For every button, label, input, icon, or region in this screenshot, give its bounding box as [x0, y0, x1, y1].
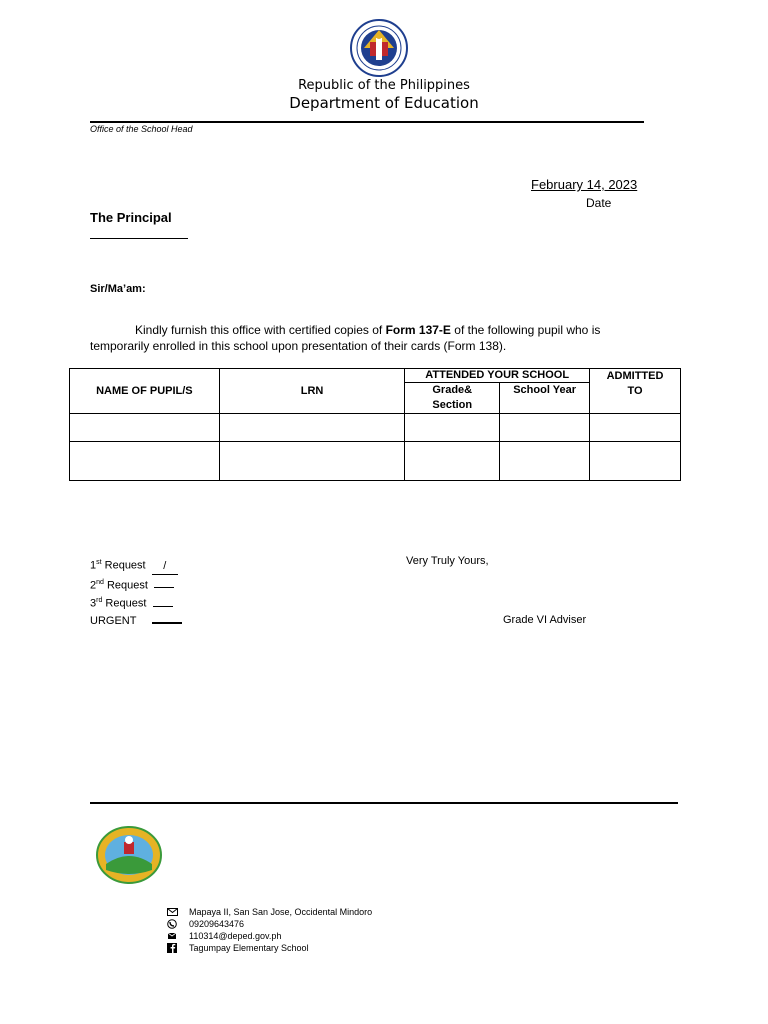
phone-icon [166, 919, 178, 930]
grade-line-1: Grade& [432, 384, 473, 396]
col-header-name: NAME OF PUPIL/S [70, 369, 220, 414]
admitted-line-2: TO [627, 385, 643, 397]
col-group-attended: ATTENDED YOUR SCHOOL [405, 369, 590, 383]
signatory-title: Grade VI Adviser [503, 614, 587, 626]
col-header-lrn: LRN [219, 369, 405, 414]
cell-lrn [219, 442, 405, 481]
request-3-blank [153, 596, 173, 607]
department-heading: Department of Education [289, 94, 479, 112]
cell-name [70, 414, 220, 442]
envelope-icon [166, 907, 178, 918]
cell-admitted [590, 442, 681, 481]
cell-school-year [500, 442, 590, 481]
cell-name [70, 442, 220, 481]
body-part-2: of the following pupil who is temporarily enrolled in this school upon presentation of their cards (Form 138). [90, 323, 601, 353]
contact-address: Mapaya II, San San Jose, Occidental Mindoro [166, 906, 372, 918]
body-part-1: Kindly furnish this office with certified copies of [135, 323, 386, 337]
cell-admitted [590, 414, 681, 442]
salutation: Sir/Ma’am: [90, 283, 146, 295]
closing: Very Truly Yours, [406, 555, 489, 567]
contact-facebook: Tagumpay Elementary School [166, 942, 372, 954]
col-header-grade [405, 383, 500, 414]
request-list [90, 555, 182, 629]
date-label: Date [586, 196, 612, 210]
deped-seal [340, 18, 418, 78]
addressee-line [90, 238, 188, 239]
email-icon [166, 931, 178, 942]
grade-line-2: Section [432, 399, 473, 411]
letter-date: February 14, 2023 [531, 177, 638, 192]
letter-body [90, 322, 650, 354]
pupil-table [69, 368, 681, 481]
contact-phone: 09209643476 [166, 918, 372, 930]
school-logo [96, 826, 162, 884]
request-2: 2nd Request [90, 575, 182, 594]
table-row [70, 442, 681, 481]
republic-heading: Republic of the Philippines [298, 78, 470, 93]
request-1-mark: / [152, 559, 178, 575]
addressee: The Principal [90, 210, 172, 225]
request-2-blank [154, 577, 174, 588]
contact-email: 110314@deped.gov.ph [166, 930, 372, 942]
facebook-icon [166, 943, 178, 954]
office-label: Office of the School Head [90, 124, 193, 134]
request-1: 1st Request / [90, 555, 182, 575]
body-form-ref: Form 137-E [385, 323, 451, 337]
cell-school-year [500, 414, 590, 442]
table-row [70, 414, 681, 442]
col-header-school-year: School Year [500, 383, 590, 414]
cell-grade [405, 442, 500, 481]
footer-divider [90, 802, 678, 804]
cell-grade [405, 414, 500, 442]
col-header-admitted [590, 369, 681, 414]
admitted-line-1: ADMITTED [606, 370, 664, 382]
header-divider [90, 121, 644, 123]
request-3: 3rd Request [90, 593, 182, 612]
urgent-blank [152, 612, 182, 624]
request-urgent: URGENT [90, 612, 182, 629]
contact-info [166, 906, 372, 954]
cell-lrn [219, 414, 405, 442]
